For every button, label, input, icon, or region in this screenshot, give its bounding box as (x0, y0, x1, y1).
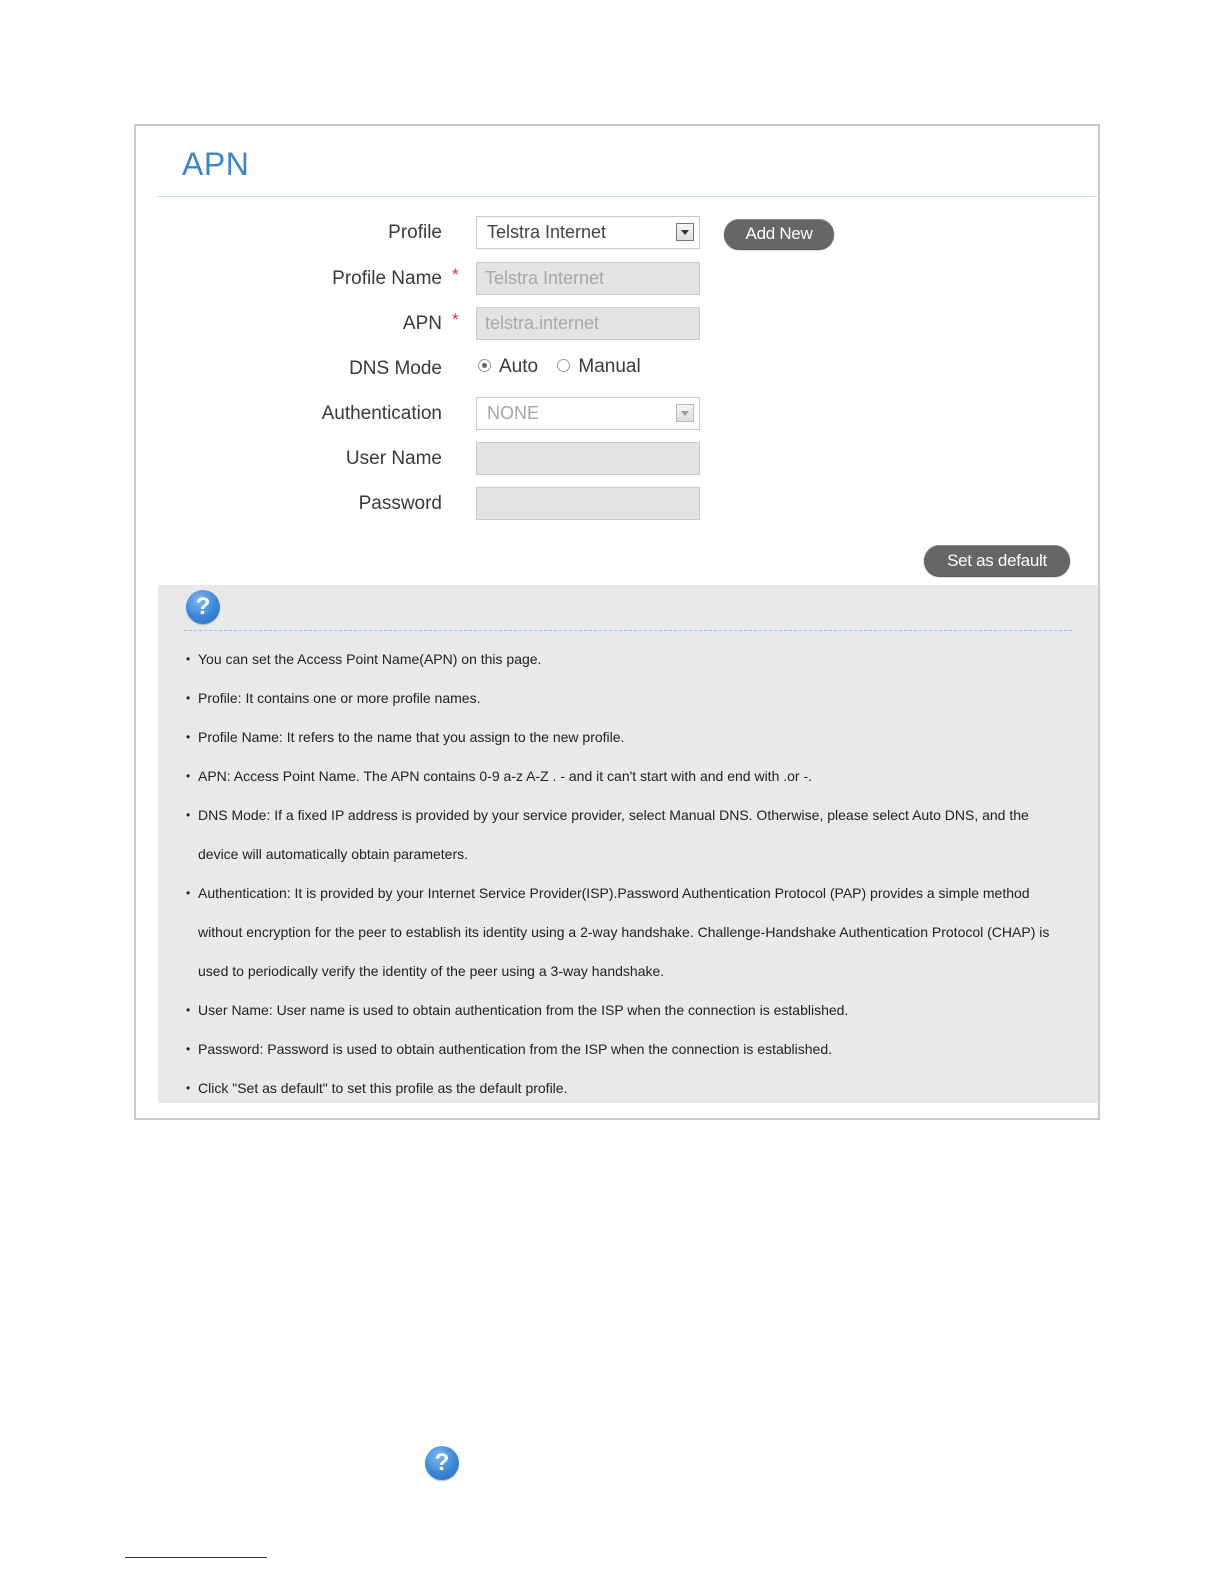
dns-mode-auto-option[interactable] (478, 356, 538, 378)
help-list (186, 640, 1066, 1108)
profile-label: Profile (388, 222, 442, 243)
authentication-row (136, 397, 1096, 433)
user-name-label: User Name (345, 448, 442, 469)
help-item: • Profile Name: It refers to the name that you assign to the new profile. (186, 718, 1066, 757)
apn-settings-panel (134, 124, 1100, 1120)
profile-row (136, 216, 1096, 252)
dns-mode-row (136, 352, 1096, 388)
help-section (158, 585, 1098, 1103)
help-item: • Profile: It contains one or more profile names. (186, 679, 1066, 718)
authentication-select[interactable] (476, 397, 700, 430)
user-name-row (136, 442, 1096, 478)
set-as-default-button[interactable]: Set as default (924, 545, 1070, 576)
help-item: • APN: Access Point Name. The APN contains 0-9 a-z A-Z . - and it can't start with and end with .or -. (186, 757, 1066, 796)
question-icon: ? (186, 590, 220, 624)
page-title: APN (182, 146, 250, 182)
profile-select-value: Telstra Internet (487, 222, 607, 242)
required-asterisk: * (452, 265, 459, 284)
apn-row (136, 307, 1096, 343)
radio-unchecked-icon[interactable] (557, 359, 570, 372)
question-icon: ? (425, 1446, 459, 1480)
profile-name-field[interactable]: Telstra Internet (476, 262, 700, 295)
title-divider (156, 196, 1100, 197)
required-asterisk: * (452, 310, 459, 329)
profile-name-row (136, 262, 1096, 298)
password-field[interactable] (476, 487, 700, 520)
profile-name-label: Profile Name (332, 268, 442, 289)
dns-mode-manual-option[interactable] (557, 356, 640, 378)
profile-select[interactable] (476, 216, 700, 249)
dns-mode-label: DNS Mode (349, 358, 442, 379)
chevron-down-icon[interactable] (676, 223, 694, 241)
help-item: • Authentication: It is provided by your Internet Service Provider(ISP).Password Authentication Protocol (PAP) provides a simple method without encryption for the peer to establish its identity using a 2-way handshake. Challenge-Handshake Authentication Protocol (CHAP) is used to periodically verify the identity of the peer using a 3-way handshake. (186, 874, 1066, 991)
password-label: Password (358, 493, 442, 514)
authentication-select-value: NONE (487, 403, 540, 423)
dns-mode-radio-group (478, 356, 655, 378)
footnote-divider (125, 1557, 267, 1558)
user-name-field[interactable] (476, 442, 700, 475)
authentication-label: Authentication (321, 403, 442, 424)
help-item: • DNS Mode: If a fixed IP address is provided by your service provider, select Manual DNS. Otherwise, please select Auto DNS, and the device will automatically obtain parameters. (186, 796, 1066, 874)
dns-mode-manual-label: Manual (578, 356, 641, 377)
help-item: • Click "Set as default" to set this profile as the default profile. (186, 1069, 1066, 1108)
add-new-button[interactable]: Add New (724, 219, 834, 249)
radio-checked-icon[interactable] (478, 359, 491, 372)
help-item: • User Name: User name is used to obtain authentication from the ISP when the connection is established. (186, 991, 1066, 1030)
help-item: • Password: Password is used to obtain authentication from the ISP when the connection is established. (186, 1030, 1066, 1069)
help-item: • You can set the Access Point Name(APN) on this page. (186, 640, 1066, 679)
chevron-down-icon[interactable] (676, 404, 694, 422)
apn-field[interactable]: telstra.internet (476, 307, 700, 340)
password-row (136, 487, 1096, 523)
dns-mode-auto-label: Auto (499, 356, 539, 377)
help-divider (184, 630, 1072, 631)
apn-label: APN (402, 313, 442, 334)
